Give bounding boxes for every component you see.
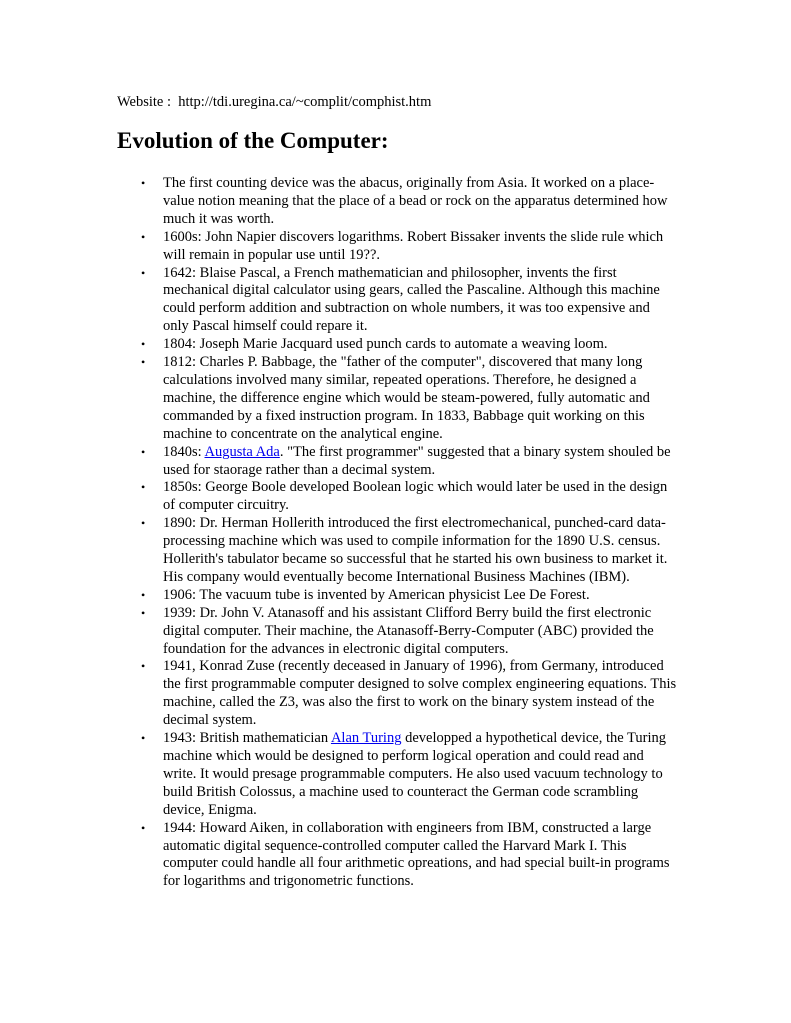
item-link[interactable]: Alan Turing <box>330 730 402 747</box>
item-text: 1642: Blaise Pascal, a French mathematician and philosopher, invents the first mechanical digital calculator using gears, called the Pascaline. Although this machine could perform addition and subtraction on whole numbers, it was too expensive and only Pascal himself could repare it. <box>163 264 660 335</box>
item-text: 1600s: John Napier discovers logarithms. Robert Bissaker invents the slide rule which will remain in popular use until 19??. <box>163 228 664 263</box>
bullet-icon: • <box>141 587 146 602</box>
list-item <box>141 604 678 659</box>
bullet-icon: • <box>141 480 146 495</box>
list-item <box>141 730 678 820</box>
bullet-icon: • <box>141 731 146 746</box>
list-item <box>141 264 678 337</box>
bullet-icon: • <box>141 229 146 244</box>
list-item <box>141 515 678 587</box>
list-item <box>141 354 678 444</box>
list-item <box>141 658 678 730</box>
item-text: . "The first programmer" suggested that a binary system shouled be used for staorage rather than a decimal system. <box>163 443 671 478</box>
bullet-icon: • <box>141 820 146 835</box>
website-url: http://tdi.uregina.ca/~complit/comphist.htm <box>178 94 432 110</box>
bullet-icon: • <box>141 516 146 531</box>
item-text: developped a hypothetical device, the Turing machine which would be designed to perform logical operation and could read and write. It would presage programmable computers. He also used vacuum technology to build British Colossus, a machine used to counteract the German code scrambling device, Enigma. <box>163 730 667 818</box>
bullet-icon: • <box>141 337 146 352</box>
item-text: 1941, Konrad Zuse (recently deceased in January of 1996), from Germany, introduced the first programmable computer designed to solve complex engineering equations. This machine, called the Z3, was also the first to work on the binary system instead of the decimal system. <box>163 658 677 729</box>
item-text: 1906: The vacuum tube is invented by American physicist Lee De Forest. <box>163 586 590 603</box>
list-item <box>141 336 678 354</box>
item-text: 1943: British mathematician <box>163 730 331 747</box>
list-item <box>141 443 678 480</box>
bullet-icon: • <box>141 659 146 674</box>
bullet-icon: • <box>141 176 146 190</box>
bullet-icon: • <box>141 605 146 620</box>
item-text: 1939: Dr. John V. Atanasoff and his assistant Clifford Berry build the first electronic digital computer. Their machine, the Atanasoff-Berry-Computer (ABC) provided the foundation for the advances in electronic digital computers. <box>163 604 654 657</box>
bullet-icon: • <box>141 265 146 280</box>
history-list <box>141 175 678 891</box>
item-text: 1840s: <box>163 443 205 460</box>
website-line <box>117 93 431 111</box>
item-text: The first counting device was the abacus, originally from Asia. It worked on a place-value notion meaning that the place of a bead or rock on the apparatus determined how much it was worth. <box>163 175 668 227</box>
item-text: 1944: Howard Aiken, in collaboration with engineers from IBM, constructed a large automatic digital sequence-controlled computer called the Harvard Mark I. This computer could handle all four arithmetic opreations, and had special built-in programs for logarithms and trigonometric functions. <box>163 819 670 890</box>
list-item <box>141 228 678 265</box>
list-item <box>141 175 678 229</box>
list-item <box>141 586 678 605</box>
page-title: Evolution of the Computer: <box>117 128 389 153</box>
bullet-icon: • <box>141 355 146 370</box>
list-item <box>141 479 678 515</box>
list-item <box>141 819 678 892</box>
item-link[interactable]: Augusta Ada <box>204 443 280 460</box>
item-text: 1812: Charles P. Babbage, the "father of the computer", discovered that many long calculations involved many similar, repeated operations. Therefore, he designed a machine, the difference engine which would be steam-powered, fully automatic and commanded by a fixed instruction program. In 1833, Babbage quit working on this machine to concentrate on the analytical engine. <box>163 354 650 442</box>
item-text: 1804: Joseph Marie Jacquard used punch cards to automate a weaving loom. <box>163 336 608 353</box>
bullet-icon: • <box>141 444 146 459</box>
website-label: Website : <box>117 94 171 110</box>
item-text: 1850s: George Boole developed Boolean logic which would later be used in the design of computer circuitry. <box>163 479 668 514</box>
item-text: 1890: Dr. Herman Hollerith introduced the first electromechanical, punched-card data-processing machine which was used to compile information for the 1890 U.S. census. Hollerith's tabulator became so successful that he started his own business to market it. His company would eventually become International Business Machines (IBM). <box>163 515 668 585</box>
